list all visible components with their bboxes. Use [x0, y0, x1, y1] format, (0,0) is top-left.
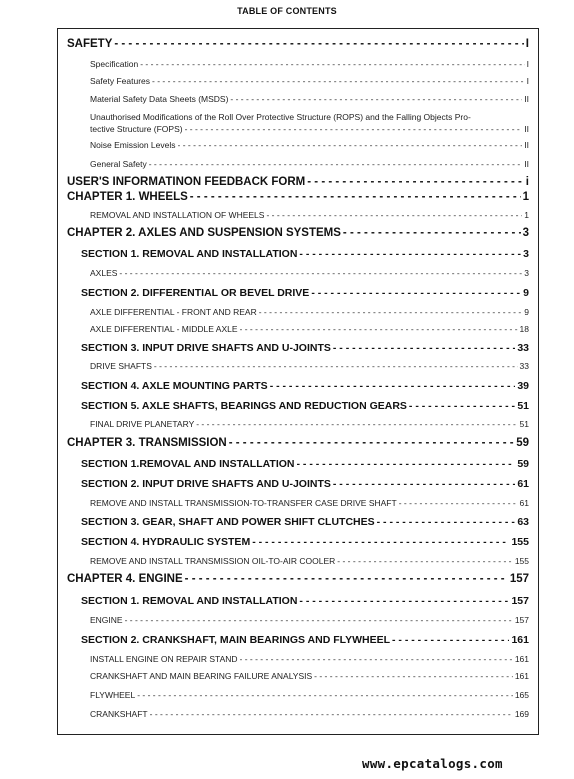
- toc-entry-transfer-case-shaft[interactable]: REMOVE AND INSTALL TRANSMISSION-TO-TRANSFER CASE DRIVE SHAFT - - - 61: [90, 498, 529, 508]
- toc-entry-ch2-section-3[interactable]: SECTION 3. INPUT DRIVE SHAFTS AND U-JOINTS - - - 33: [81, 342, 529, 354]
- toc-entry-ch2-section-2[interactable]: SECTION 2. DIFFERENTIAL OR BEVEL DRIVE - - - 9: [81, 287, 529, 299]
- toc-entry-ch3-section-1[interactable]: SECTION 1.REMOVAL AND INSTALLATION - - - 59: [81, 458, 529, 470]
- toc-entry-chapter-4[interactable]: CHAPTER 4. ENGINE - - - 157: [67, 573, 529, 585]
- toc-entry-ch3-section-4[interactable]: SECTION 4. HYDRAULIC SYSTEM - - - 155: [81, 536, 529, 548]
- toc-entry-axles[interactable]: AXLES - - - 3: [90, 268, 529, 278]
- toc-entry-chapter-2[interactable]: CHAPTER 2. AXLES AND SUSPENSION SYSTEMS - - - 3: [67, 227, 529, 239]
- toc-entry-msds[interactable]: Material Safety Data Sheets (MSDS) - - - II: [90, 94, 529, 104]
- toc-entry-bearing-failure[interactable]: CRANKSHAFT AND MAIN BEARING FAILURE ANALYSIS - - - 161: [90, 671, 529, 681]
- toc-entry-safety[interactable]: SAFETY - - - I: [67, 38, 529, 50]
- toc-entry-repair-stand[interactable]: INSTALL ENGINE ON REPAIR STAND - - - 161: [90, 654, 529, 664]
- toc-entry-chapter-3[interactable]: CHAPTER 3. TRANSMISSION - - - 59: [67, 437, 529, 449]
- toc-entry-engine[interactable]: ENGINE - - - 157: [90, 615, 529, 625]
- toc-entry-crankshaft[interactable]: CRANKSHAFT - - - 169: [90, 709, 529, 719]
- toc-entry-page: II: [524, 124, 529, 134]
- toc-entry-ch2-section-1[interactable]: SECTION 1. REMOVAL AND INSTALLATION - - - 3: [81, 248, 529, 260]
- toc-entry-oil-cooler[interactable]: REMOVE AND INSTALL TRANSMISSION OIL-TO-AIR COOLER - - - 155: [90, 556, 529, 566]
- toc-entry-ch3-section-2[interactable]: SECTION 2. INPUT DRIVE SHAFTS AND U-JOINTS - - - 61: [81, 478, 529, 490]
- toc-entry-general-safety[interactable]: General Safety - - - II: [90, 159, 529, 169]
- toc-entry-ch4-section-1[interactable]: SECTION 1. REMOVAL AND INSTALLATION - - - 157: [81, 595, 529, 607]
- page-title: TABLE OF CONTENTS: [237, 6, 337, 16]
- toc-entry-final-drive[interactable]: FINAL DRIVE PLANETARY - - - 51: [90, 419, 529, 429]
- toc-entry-safety-features[interactable]: Safety Features - - - I: [90, 76, 529, 86]
- toc-entry-ch2-section-4[interactable]: SECTION 4. AXLE MOUNTING PARTS - - - 39: [81, 380, 529, 392]
- toc-entry-flywheel[interactable]: FLYWHEEL - - - 165: [90, 690, 529, 700]
- toc-entry-ch3-section-3[interactable]: SECTION 3. GEAR, SHAFT AND POWER SHIFT CLUTCHES - - - 63: [81, 516, 529, 528]
- toc-entry-removal-wheels[interactable]: REMOVAL AND INSTALLATION OF WHEELS - - - 1: [90, 210, 529, 220]
- toc-entry-drive-shafts[interactable]: DRIVE SHAFTS - - - 33: [90, 361, 529, 371]
- toc-entry-diff-middle[interactable]: AXLE DIFFERENTIAL - MIDDLE AXLE - - - 18: [90, 324, 529, 334]
- watermark: www.epcatalogs.com: [362, 756, 503, 771]
- toc-entry-rops-fops[interactable]: [90, 111, 529, 135]
- toc-entry-diff-front-rear[interactable]: AXLE DIFFERENTIAL - FRONT AND REAR - - - 9: [90, 307, 529, 317]
- toc-entry-label-line2: tective Structure (FOPS): [90, 124, 183, 134]
- toc-entry-label-line1: Unauthorised Modifications of the Roll Over Protective Structure (ROPS) and the Falling Objects Pro-: [90, 112, 471, 122]
- toc-entry-specification[interactable]: Specification - - - I: [90, 59, 529, 69]
- toc-entry-ch2-section-5[interactable]: SECTION 5. AXLE SHAFTS, BEARINGS AND REDUCTION GEARS - - - 51: [81, 400, 529, 412]
- toc-entry-ch4-section-2[interactable]: SECTION 2. CRANKSHAFT, MAIN BEARINGS AND FLYWHEEL - - - 161: [81, 634, 529, 646]
- toc-entry-chapter-1[interactable]: CHAPTER 1. WHEELS - - - 1: [67, 191, 529, 203]
- toc-entry-feedback-form[interactable]: USER'S INFORMATINON FEEDBACK FORM - - - i: [67, 176, 529, 188]
- toc-entry-noise-emission[interactable]: Noise Emission Levels - - - II: [90, 140, 529, 150]
